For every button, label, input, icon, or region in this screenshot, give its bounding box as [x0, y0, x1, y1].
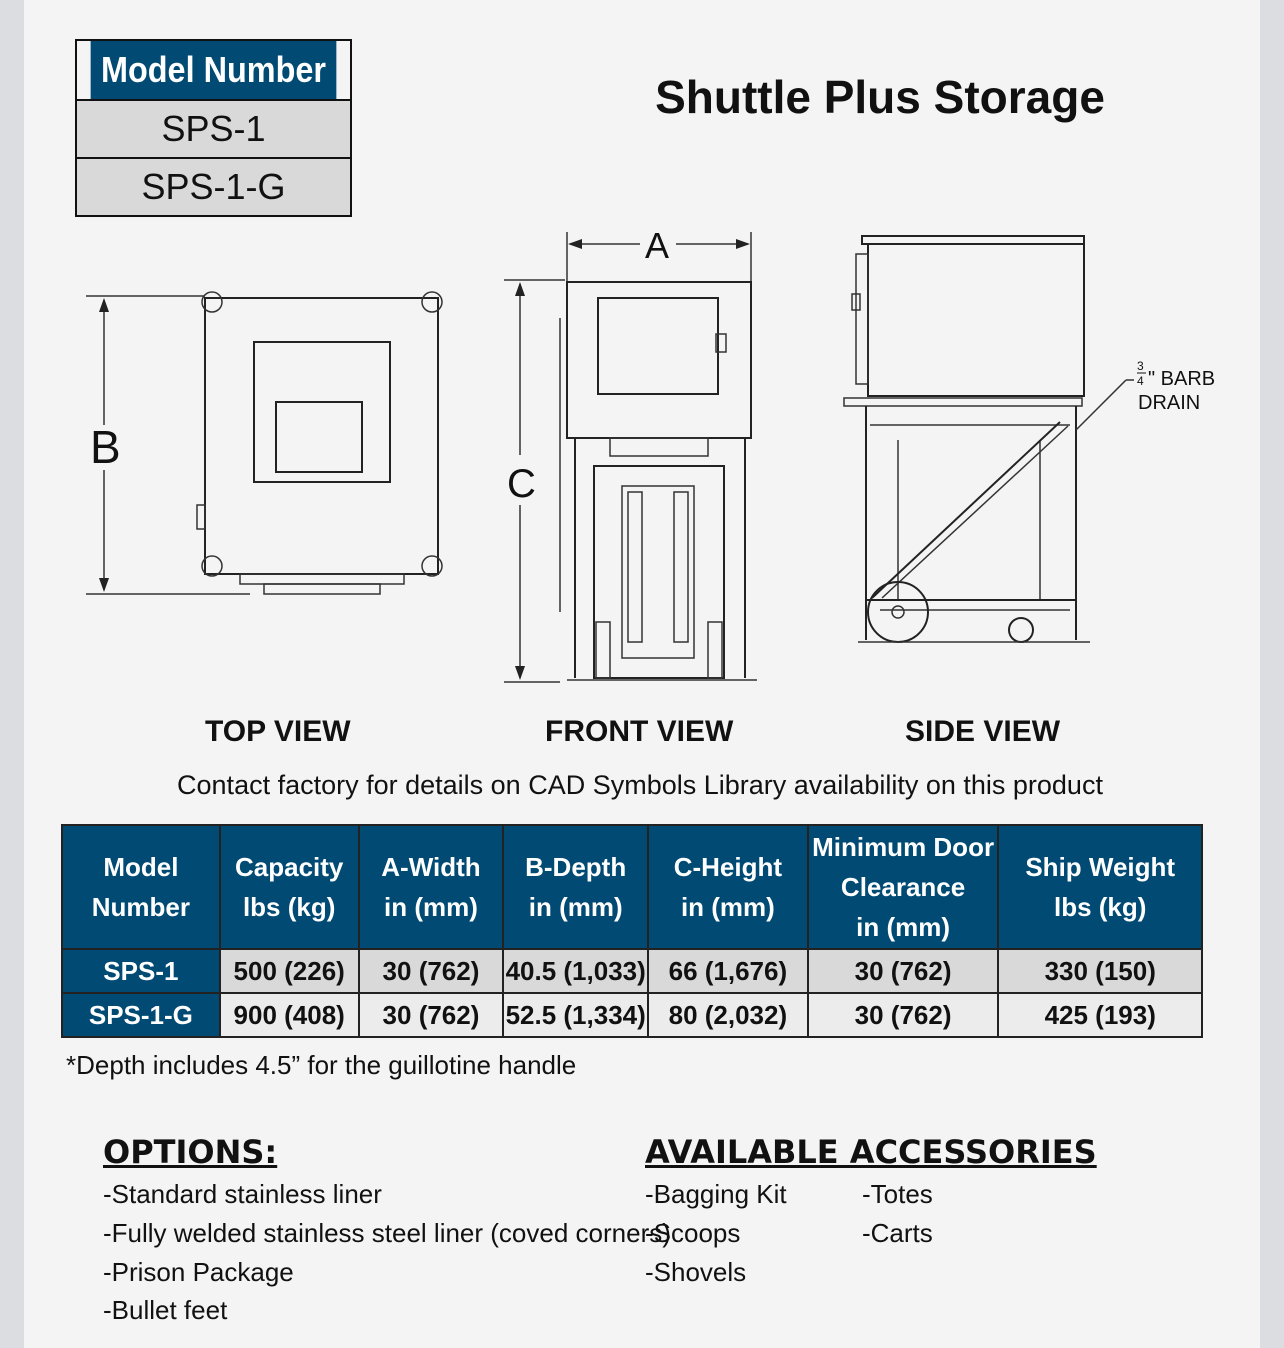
accessory-item: -Totes — [862, 1179, 933, 1209]
drain-label-line1: " BARB — [1148, 368, 1216, 390]
accessory-item: -Shovels — [645, 1257, 747, 1287]
col-header-door-clearance: Minimum Door Clearance in (mm) — [808, 825, 999, 949]
options-heading: OPTIONS: — [103, 1133, 278, 1171]
table-cell: 330 (150) — [998, 949, 1202, 993]
table-cell: 40.5 (1,033) — [503, 949, 648, 993]
table-cell: SPS-1-G — [62, 993, 220, 1037]
drain-fraction-den: 4 — [1137, 374, 1144, 388]
top-view-drawing — [86, 292, 442, 594]
option-item: -Prison Package — [103, 1257, 294, 1287]
model-number-row-2: SPS-1-G — [77, 157, 350, 215]
front-view-drawing — [504, 232, 757, 682]
model-number-header: Model Number — [91, 41, 337, 99]
accessory-item: -Carts — [862, 1218, 933, 1248]
page-title: Shuttle Plus Storage — [655, 71, 1105, 123]
side-view-label: SIDE VIEW — [905, 715, 1061, 748]
table-cell: 52.5 (1,334) — [503, 993, 648, 1037]
col-header-a-width: A-Width in (mm) — [359, 825, 504, 949]
option-item: -Bullet feet — [103, 1295, 228, 1325]
front-view-label: FRONT VIEW — [545, 715, 734, 748]
drain-label-line2: DRAIN — [1138, 392, 1201, 414]
depth-footnote: *Depth includes 4.5” for the guillotine handle — [66, 1050, 577, 1080]
col-header-model: Model Number — [62, 825, 220, 949]
accessories-heading: AVAILABLE ACCESSORIES — [645, 1133, 1097, 1171]
table-cell: 30 (762) — [808, 949, 999, 993]
dim-c-label: C — [507, 462, 536, 506]
accessory-item: -Bagging Kit — [645, 1179, 787, 1209]
dim-a-label: A — [645, 225, 670, 266]
table-row — [62, 993, 1202, 1037]
table-cell: SPS-1 — [62, 949, 220, 993]
model-number-row-1: SPS-1 — [77, 99, 350, 157]
col-header-c-height: C-Height in (mm) — [648, 825, 808, 949]
table-cell: 500 (226) — [220, 949, 359, 993]
col-header-b-depth: B-Depth in (mm) — [503, 825, 648, 949]
cad-contact-note: Contact factory for details on CAD Symbols Library availability on this product — [177, 770, 1103, 800]
side-view-drawing — [844, 236, 1134, 642]
table-row — [62, 949, 1202, 993]
table-cell: 425 (193) — [998, 993, 1202, 1037]
table-cell: 30 (762) — [359, 993, 504, 1037]
specifications-table — [61, 824, 1203, 1038]
top-view-label: TOP VIEW — [205, 715, 351, 748]
col-header-capacity: Capacity lbs (kg) — [220, 825, 359, 949]
table-cell: 900 (408) — [220, 993, 359, 1037]
option-item: -Fully welded stainless steel liner (coved corners) — [103, 1218, 671, 1248]
table-cell: 80 (2,032) — [648, 993, 808, 1037]
option-item: -Standard stainless liner — [103, 1179, 382, 1209]
table-cell: 30 (762) — [808, 993, 999, 1037]
table-header-row — [62, 825, 1202, 949]
table-cell: 66 (1,676) — [648, 949, 808, 993]
dim-b-label: B — [90, 421, 121, 473]
accessory-item: -Scoops — [645, 1218, 741, 1248]
drain-fraction-num: 3 — [1137, 359, 1144, 373]
col-header-ship-weight: Ship Weight lbs (kg) — [998, 825, 1202, 949]
table-cell: 30 (762) — [359, 949, 504, 993]
